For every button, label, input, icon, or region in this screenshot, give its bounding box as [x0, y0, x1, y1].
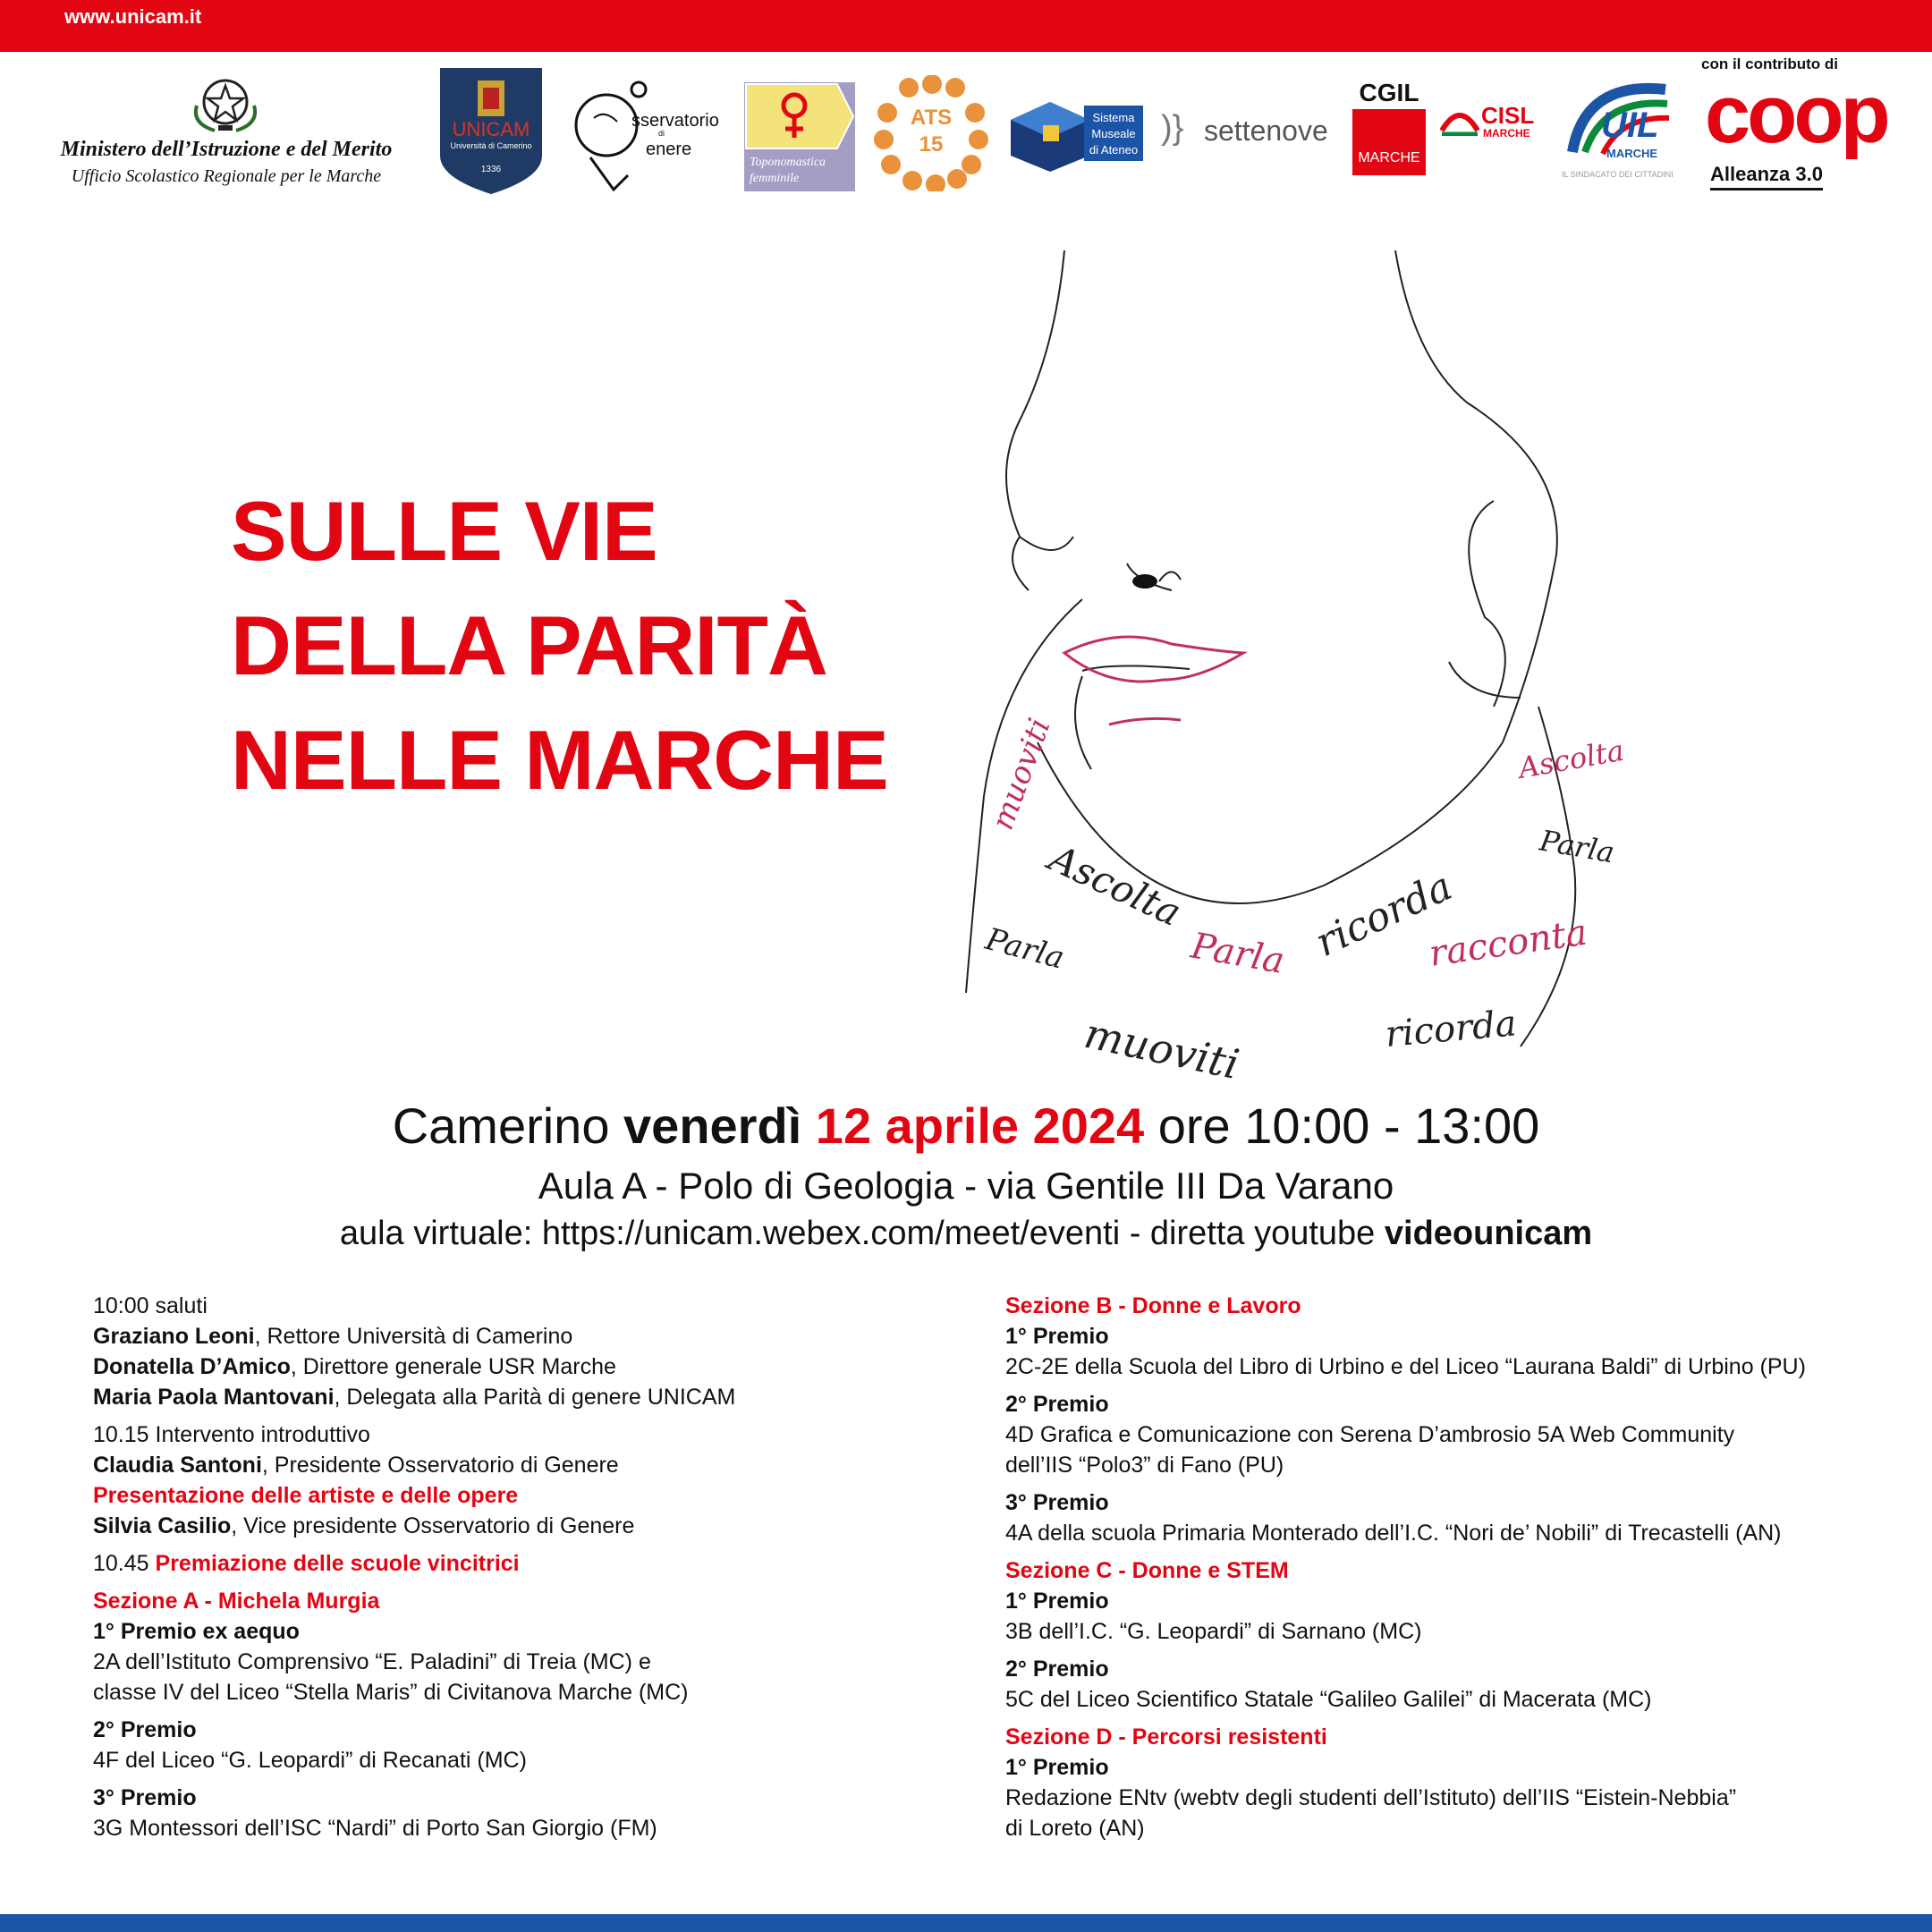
illustration-word-10: ricorda [1383, 1003, 1519, 1055]
illustration-word-4: Parla [1188, 925, 1288, 983]
osservatorio-text-1: sservatorio [631, 111, 719, 131]
saluti-time: 10:00 saluti [93, 1293, 208, 1318]
award-time: 10.45 [93, 1551, 156, 1576]
event-weekday: venerdì [623, 1097, 802, 1154]
speaker-role: , Direttore generale USR Marche [290, 1354, 616, 1379]
speaker-row [93, 1511, 735, 1541]
section-a-heading: Sezione A - Michela Murgia [93, 1589, 380, 1614]
ats-text-2: 15 [919, 132, 944, 157]
illustration-word-7: Ascolta [1515, 733, 1627, 785]
prize-title: 1° Premio ex aequo [93, 1619, 300, 1644]
uil-text: UIL [1601, 106, 1659, 145]
prize-winner: 4F del Liceo “G. Leopardi” di Recanati (MC) [93, 1748, 527, 1773]
uil-tagline: IL SINDACATO DEI CITTADINI [1562, 170, 1674, 179]
prize-title: 2° Premio [1005, 1657, 1109, 1682]
speaker-name: Graziano Leoni [93, 1324, 255, 1349]
title-line-3: NELLE MARCHE [231, 713, 888, 807]
sistema-text-2: Museale [1091, 127, 1136, 140]
settenove-brackets: )} [1161, 109, 1184, 147]
prize-title: 1° Premio [1005, 1324, 1109, 1349]
cisl-mark-icon [1440, 100, 1479, 136]
speaker-name: Maria Paola Mantovani [93, 1385, 335, 1410]
virtual-room-link[interactable]: aula virtuale: https://unicam.webex.com/meet/eventi - diretta youtube [339, 1215, 1376, 1252]
presentation-heading: Presentazione delle artiste e delle opere [93, 1483, 519, 1508]
event-location: Aula A - Polo di Geologia - via Gentile III Da Varano [538, 1165, 1394, 1207]
speaker-role: , Rettore Università di Camerino [254, 1324, 573, 1349]
unicam-year: 1336 [480, 165, 502, 174]
speaker-row [93, 1321, 735, 1352]
cgil-logo [1352, 79, 1426, 175]
illustration-word-6: racconta [1426, 911, 1590, 975]
event-date: 12 aprile 2024 [815, 1097, 1145, 1154]
ministry-office: Ufficio Scolastico Regionale per le Marche [71, 166, 382, 186]
illustration-word-5: ricorda [1309, 863, 1460, 966]
italian-republic-emblem-icon [188, 70, 263, 136]
ats-text-1: ATS [910, 106, 953, 130]
prize-title: 2° Premio [93, 1717, 197, 1742]
prize-winner: 2C-2E della Scuola del Libro di Urbino e del Liceo “Laurana Baldi” di Urbino (PU) [1005, 1354, 1806, 1379]
uil-subtext: MARCHE [1606, 147, 1658, 160]
award-heading: Premiazione delle scuole vincitrici [155, 1551, 520, 1576]
illustration-word-9: muoviti [1080, 1008, 1243, 1089]
prize-title: 1° Premio [1005, 1755, 1109, 1780]
prize-winner: 2A dell’Istituto Comprensivo “E. Paladini” di Treia (MC) e [93, 1649, 651, 1674]
coop-subtitle: Alleanza 3.0 [1710, 163, 1823, 191]
prize-winner: dell’IIS “Polo3” di Fano (PU) [1005, 1453, 1284, 1478]
unicam-name: UNICAM [452, 118, 530, 140]
woman-line-illustration [948, 242, 1664, 1100]
prize-title: 3° Premio [93, 1785, 197, 1810]
speaker-name: Donatella D’Amico [93, 1354, 291, 1379]
program-left-column [93, 1291, 735, 1843]
prize-winner: 4D Grafica e Comunicazione con Serena D’ambrosio 5A Web Community [1005, 1422, 1735, 1447]
toponomastica-text-1: Toponomastica [750, 156, 826, 169]
illustration-word-3: Parla [981, 921, 1069, 977]
cgil-subtext: MARCHE [1358, 150, 1420, 165]
speaker-role: , Presidente Osservatorio di Genere [261, 1453, 619, 1478]
sistema-text-3: di Ateneo [1089, 143, 1139, 157]
prize-title: 1° Premio [1005, 1589, 1109, 1614]
contributor-label: con il contributo di [1701, 55, 1838, 72]
speaker-name: Claudia Santoni [93, 1453, 262, 1478]
prize-title: 3° Premio [1005, 1490, 1109, 1515]
speaker-row [93, 1382, 735, 1412]
prize-winner: 4A della scuola Primaria Monterado dell’I.C. “Nori de’ Nobili” di Trecastelli (AN) [1005, 1521, 1782, 1546]
award-heading-row [93, 1548, 735, 1579]
event-city: Camerino [392, 1097, 610, 1154]
title-line-1: SULLE VIE [231, 484, 657, 578]
prize-winner: classe IV del Liceo “Stella Maris” di Civitanova Marche (MC) [93, 1680, 689, 1705]
event-time: ore 10:00 - 13:00 [1157, 1097, 1540, 1154]
prize-winner: 3G Montessori dell’ISC “Nardi” di Porto San Giorgio (FM) [93, 1816, 657, 1841]
prize-title: 2° Premio [1005, 1392, 1109, 1417]
cisl-text: CISL [1481, 102, 1535, 129]
bottom-bar [0, 1914, 1932, 1932]
speaker-row [93, 1352, 735, 1382]
cgil-text: CGIL [1359, 79, 1419, 106]
osservatorio-text-3: enere [646, 140, 692, 159]
top-bar [0, 0, 1932, 52]
speaker-role: , Vice presidente Osservatorio di Genere [231, 1513, 635, 1538]
speaker-row [93, 1450, 735, 1480]
osservatorio-genere-logo [572, 77, 653, 197]
event-virtual-room [0, 1215, 1932, 1253]
venus-sign-icon [744, 82, 855, 150]
event-title [231, 474, 888, 818]
section-d-heading: Sezione D - Percorsi resistenti [1005, 1724, 1327, 1750]
prize-winner: Redazione ENtv (webtv degli studenti dell’Istituto) dell’IIS “Eistein-Nebbia” [1005, 1785, 1737, 1810]
speaker-name: Silvia Casilio [93, 1513, 232, 1538]
event-datetime [0, 1097, 1932, 1155]
program-right-column [1005, 1291, 1806, 1843]
illustration-word-2: Ascolta [1042, 835, 1188, 936]
prize-winner: 5C del Liceo Scientifico Statale “Galileo Galilei” di Macerata (MC) [1005, 1687, 1652, 1712]
osservatorio-text-2: di [658, 129, 665, 138]
prize-winner: di Loreto (AN) [1005, 1816, 1145, 1841]
unicam-subtitle: Università di Camerino [450, 141, 532, 150]
speaker-role: , Delegata alla Parità di genere UNICAM [334, 1385, 736, 1410]
illustration-word-8: Parla [1537, 823, 1617, 870]
sistema-museale-cube-icon [1007, 98, 1093, 174]
sistema-text-1: Sistema [1092, 111, 1135, 124]
intro-time: 10.15 Intervento introduttivo [93, 1422, 370, 1447]
title-line-2: DELLA PARITÀ [231, 598, 827, 692]
section-c-heading: Sezione C - Donne e STEM [1005, 1558, 1289, 1583]
toponomastica-logo [744, 82, 855, 191]
site-url-link[interactable]: www.unicam.it [64, 5, 202, 28]
youtube-channel-link[interactable]: videounicam [1384, 1215, 1593, 1252]
ministry-name: Ministero dell’Istruzione e del Merito [60, 138, 393, 161]
coop-logo: coop [1705, 69, 1887, 160]
toponomastica-text-2: femminile [750, 172, 800, 185]
settenove-logo: settenove [1204, 114, 1328, 147]
prize-winner: 3B dell’I.C. “G. Leopardi” di Sarnano (MC) [1005, 1619, 1422, 1644]
illustration-word-1: muoviti [984, 713, 1058, 835]
section-b-heading: Sezione B - Donne e Lavoro [1005, 1293, 1301, 1318]
cisl-subtext: MARCHE [1483, 127, 1530, 140]
